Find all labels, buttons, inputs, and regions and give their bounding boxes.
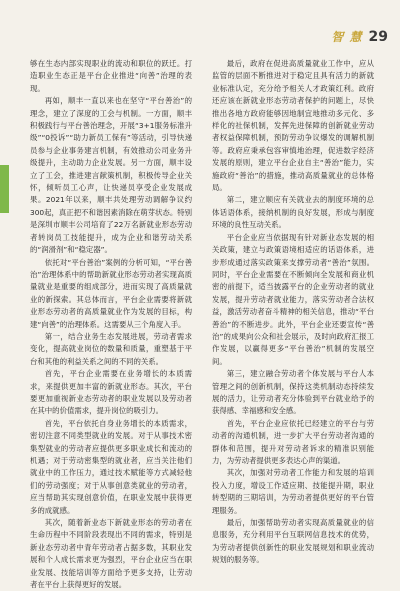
section-label: 智 慧 xyxy=(331,30,363,44)
paragraph: 最后，加强帮助劳动者实现高质量就业的信息服务，充分利用平台互联网信息技术的优势，为劳动者提供创新性的职业发展规划和职业流动规划的服务等。 xyxy=(212,518,374,565)
paragraph: 第二，建立顺应有关就业去的制度环境的总体话语体系，接纳机制的良好发展，形成与制度环境的良性互动关系。 xyxy=(212,195,374,230)
paragraph: 首先，平台企业需要在业务增长的本质需求，来提供更加丰富的新就业形态。其次，平台要更加重视新业态劳动者的职业发展以及劳动者在其中的价值需求，提升岗位的吸引力。 xyxy=(30,369,192,416)
right-column xyxy=(212,58,374,567)
paragraph: 第一，结合业务生态发展进展，劳动者需求变化，提高就业岗位的数量和质量，重塑基于平台和其他的利益关系之间的不同的关系。 xyxy=(30,331,192,366)
paragraph: 其次，随着新业态下新就业形态的劳动者在生命历程中不同阶段表现出不同的需求，特别是新业态劳动者中青年劳动者占据多数，其职业发展和个人成长需求更为强烈，平台企业应当在职业发展、技能培训等方面给予更多支持，让劳动者在平台上获得更好的发展。 xyxy=(30,518,192,590)
chapter-side-tab xyxy=(0,165,9,213)
page-number: 29 xyxy=(368,29,388,45)
paragraph: 其次，加强对劳动者工作能力和发展的培训投入力度，增设工作适应期、技能提升期，职业转型期的三期培训，为劳动者提供更好的平台管理服务。 xyxy=(212,468,374,515)
paragraph: 最后，政府在促进高质量就业工作中，应从监管的层面不断推进对于稳定且具有活力的新就业标准认定，充分给予相关人才政策红利。政府还应该在新就业形态劳动者保护的问题上，尽快推出各地方政府能够因地制宜地推动多元化、多样化的社保机制，发挥先进保障的创新就业劳动者权益保障机制，预防劳动争议爆发的调解机制等。政府应秉承包容审慎地治理，促进数字经济发展的原则，建立平台企业自主“善治”能力，实施政府“善治”的措施，推动高质量就业的总体格局。 xyxy=(212,59,374,193)
paragraph: 首先，平台企业应依托已经建立的平台与劳动者的沟通机制，进一步扩大平台劳动者沟通的群体和范围，提升对劳动者诉求的精准识别能力，为劳动者提供更多表达心声的渠道。 xyxy=(212,418,374,465)
paragraph: 再如，顺丰一直以来也在坚守“平台善治”的理念，建立了深度的工会与机制。一方面，顺丰积极践行与平台善治理念，开展“3+1服务标准升级”“0投诉”“助力新员工保有”等活动，引导快递员参与企业事务建言机制，有效推动公司业务升级提升，主动助力企业发展。另一方面，顺丰设立了工会，推进建言献策机制，积极传导企业关怀，倾听员工心声，让快递员享受企业发展成果。2021年以来，顺丰共处理劳动调解争议约300起，真正把不和谐因素消除在萌芽状态。特别是深圳市顺丰公司培育了22万名新就业形态劳动者转岗员工技能提升，成为企业和谐劳动关系的“润滑剂”和“稳定器”。 xyxy=(30,96,192,255)
page-header xyxy=(331,28,388,45)
paragraph: 平台企业应当依据现有针对新业态发展的相关政策，建立与政策语境相适应的话语体系，进步形成通过落实政策来支撑劳动者“善治”氛围。同时，平台企业需要在不断倾向全发展和商业机密的前提下，适当披露平台的企业劳动者的就业发展，提升劳动者就业能力，落实劳动者合法权益，激活劳动者奋斗精神的相关信息，推动“平台善治”的不断进步。此外，平台企业还要宣传“善治”的成果向公众和社会展示，及时向政府汇报工作发展，以赢得更多“平台善治”机制的发展空间。 xyxy=(212,232,374,366)
paragraph: 首先，平台依托自身业务增长的本质需求，密切注意不同类型就业的发展。对于从事技术密集型就业的劳动者应提供更多职业成长和流动的机遇；对于劳动密集型的就业者，应当关注他们就业中的工作压力，通过技术赋能等方式减轻他们的劳动强度；对于从事创意类就业的劳动者，应当帮助其实现创意价值，在职业发展中获得更多的成就感。 xyxy=(30,418,192,515)
paragraph: 依托对“平台善治”案例的分析可知，“平台善治”治理体系中的帮助新就业形态劳动者实现高质量就业是重要的组成部分，进而实现了高质量就业的新探索。其总体而言，平台企业需要将新就业形态劳动者的高质量就业作为发展的目标，构建“向善”的治理体系。这需要从三个角度入手。 xyxy=(30,257,192,329)
paragraph: 够在生态内部实现职业的流动和职位的跃迁。打造职业生态正是平台企业推进“向善”治理的表现。 xyxy=(30,59,192,93)
left-column xyxy=(30,58,192,591)
paragraph: 第三，建立融合劳动者个体发展与平台人本管理之间的创新机制，保持这类机制动态持续发展的活力，让劳动者充分体验到平台就业给予的获得感、幸福感和安全感。 xyxy=(212,369,374,416)
